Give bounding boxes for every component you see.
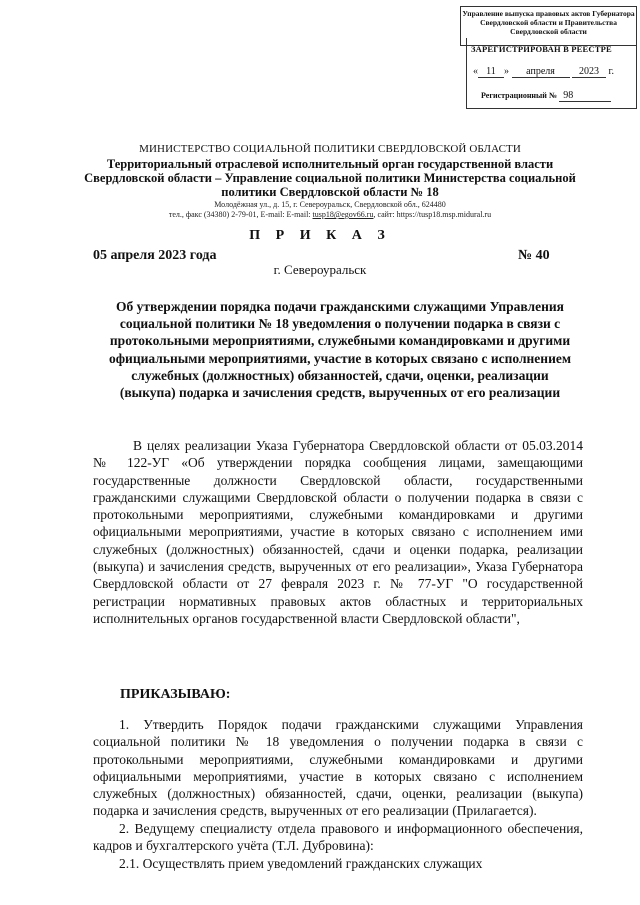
stamp-reg-number: 98 <box>559 90 611 102</box>
email-link[interactable]: tusp18@egov66.ru <box>312 210 374 219</box>
stamp-header-text: Управление выпуска правовых актов Губернатора Свердловской области и Правительства Свердловской области <box>462 9 635 36</box>
registry-stamp <box>466 38 637 109</box>
stamp-close-quote: » <box>504 66 509 77</box>
organization-address-block <box>80 200 580 220</box>
document-number: № 40 <box>518 248 550 263</box>
stamp-reg-label: Регистрационный № <box>481 91 557 100</box>
organization-name: Территориальный отраслевой исполнительный орган государственной власти Свердловской области – Управление социальной политики Министерства социальной политики Свердловской области № 18 <box>84 157 576 199</box>
stamp-registered-label: ЗАРЕГИСТРИРОВАН В РЕЕСТРЕ <box>471 44 612 54</box>
organization-address: Молодёжная ул., д. 15, г. Североуральск, Свердловской обл., 624480 <box>214 200 446 209</box>
document-city: г. Североуральск <box>273 262 367 277</box>
order-item-2-1: 2.1. Осуществлять прием уведомлений гражданских служащих <box>119 856 483 871</box>
contacts-suffix: , сайт: https://tusp18.msp.midural.ru <box>373 210 492 219</box>
stamp-day: 11 <box>478 66 504 78</box>
stamp-year-suffix: г. <box>608 66 614 77</box>
contacts-prefix: тел., факс (34380) 2-79-01, E-mail: E-mail: <box>168 210 313 219</box>
order-item-1: 1. Утвердить Порядок подачи гражданскими служащими Управления социальной политики № 18 уведомления о получении подарка в связи с протокольными мероприятиями, служебными командировками и другими официальными мероприятиями, участие в которых связано с исполнением служебных (должностных) обязанностей, сдачи, оценки, реализации (выкупа) подарка и зачисления средств, вырученных от его реализации (Прилагается). <box>93 717 583 819</box>
order-item-2: 2. Ведущему специалисту отдела правового и информационного обеспечения, кадров и бухгалтерского учёта (Т.Л. Дубровина): <box>93 821 583 854</box>
stamp-date <box>473 66 614 78</box>
stamp-open-quote: « <box>473 66 478 77</box>
stamp-year: 2023 <box>572 66 606 78</box>
stamp-registration-number <box>481 90 611 102</box>
document-subject: Об утверждении порядка подачи гражданскими служащими Управления социальной политики № 18 уведомления о получении подарка в связи с протокольными мероприятиями, служебными командировками и другими официальными мероприятиями, участие в которых связано с исполнением служебных (должностных) обязанностей, сдачи, оценки, реализации (выкупа) подарка и зачисления средств, вырученных от его реализации <box>108 299 572 401</box>
stamp-month: апреля <box>512 66 570 78</box>
document-date: 05 апреля 2023 года <box>93 248 217 263</box>
ministry-name: МИНИСТЕРСТВО СОЦИАЛЬНОЙ ПОЛИТИКИ СВЕРДЛОВСКОЙ ОБЛАСТИ <box>139 143 521 155</box>
order-word: ПРИКАЗЫВАЮ: <box>120 687 231 702</box>
preamble-paragraph: В целях реализации Указа Губернатора Свердловской области от 05.03.2014 № 122-УГ «Об утверждении порядка сообщения лицами, замещающими государственные должности Свердловской области, государственными гражданскими служащими Свердловской области о получении подарка в связи с протокольными мероприятиями, служебными командировками и другими официальными мероприятиями, участие в которых связано с исполнением ими служебных (должностных) обязанностей, сдачи и оценки подарка, реализации (выкупа) и зачисления средств, вырученных от его реализации», Указа Губернатора Свердловской области от 27 февраля 2023 г. № 77-УГ "О государственной регистрации нормативных правовых актов областных и территориальных исполнительных органов государственной власти Свердловской области", <box>93 438 583 626</box>
document-title: П Р И К А З <box>249 228 391 243</box>
organization-contacts <box>80 210 580 220</box>
